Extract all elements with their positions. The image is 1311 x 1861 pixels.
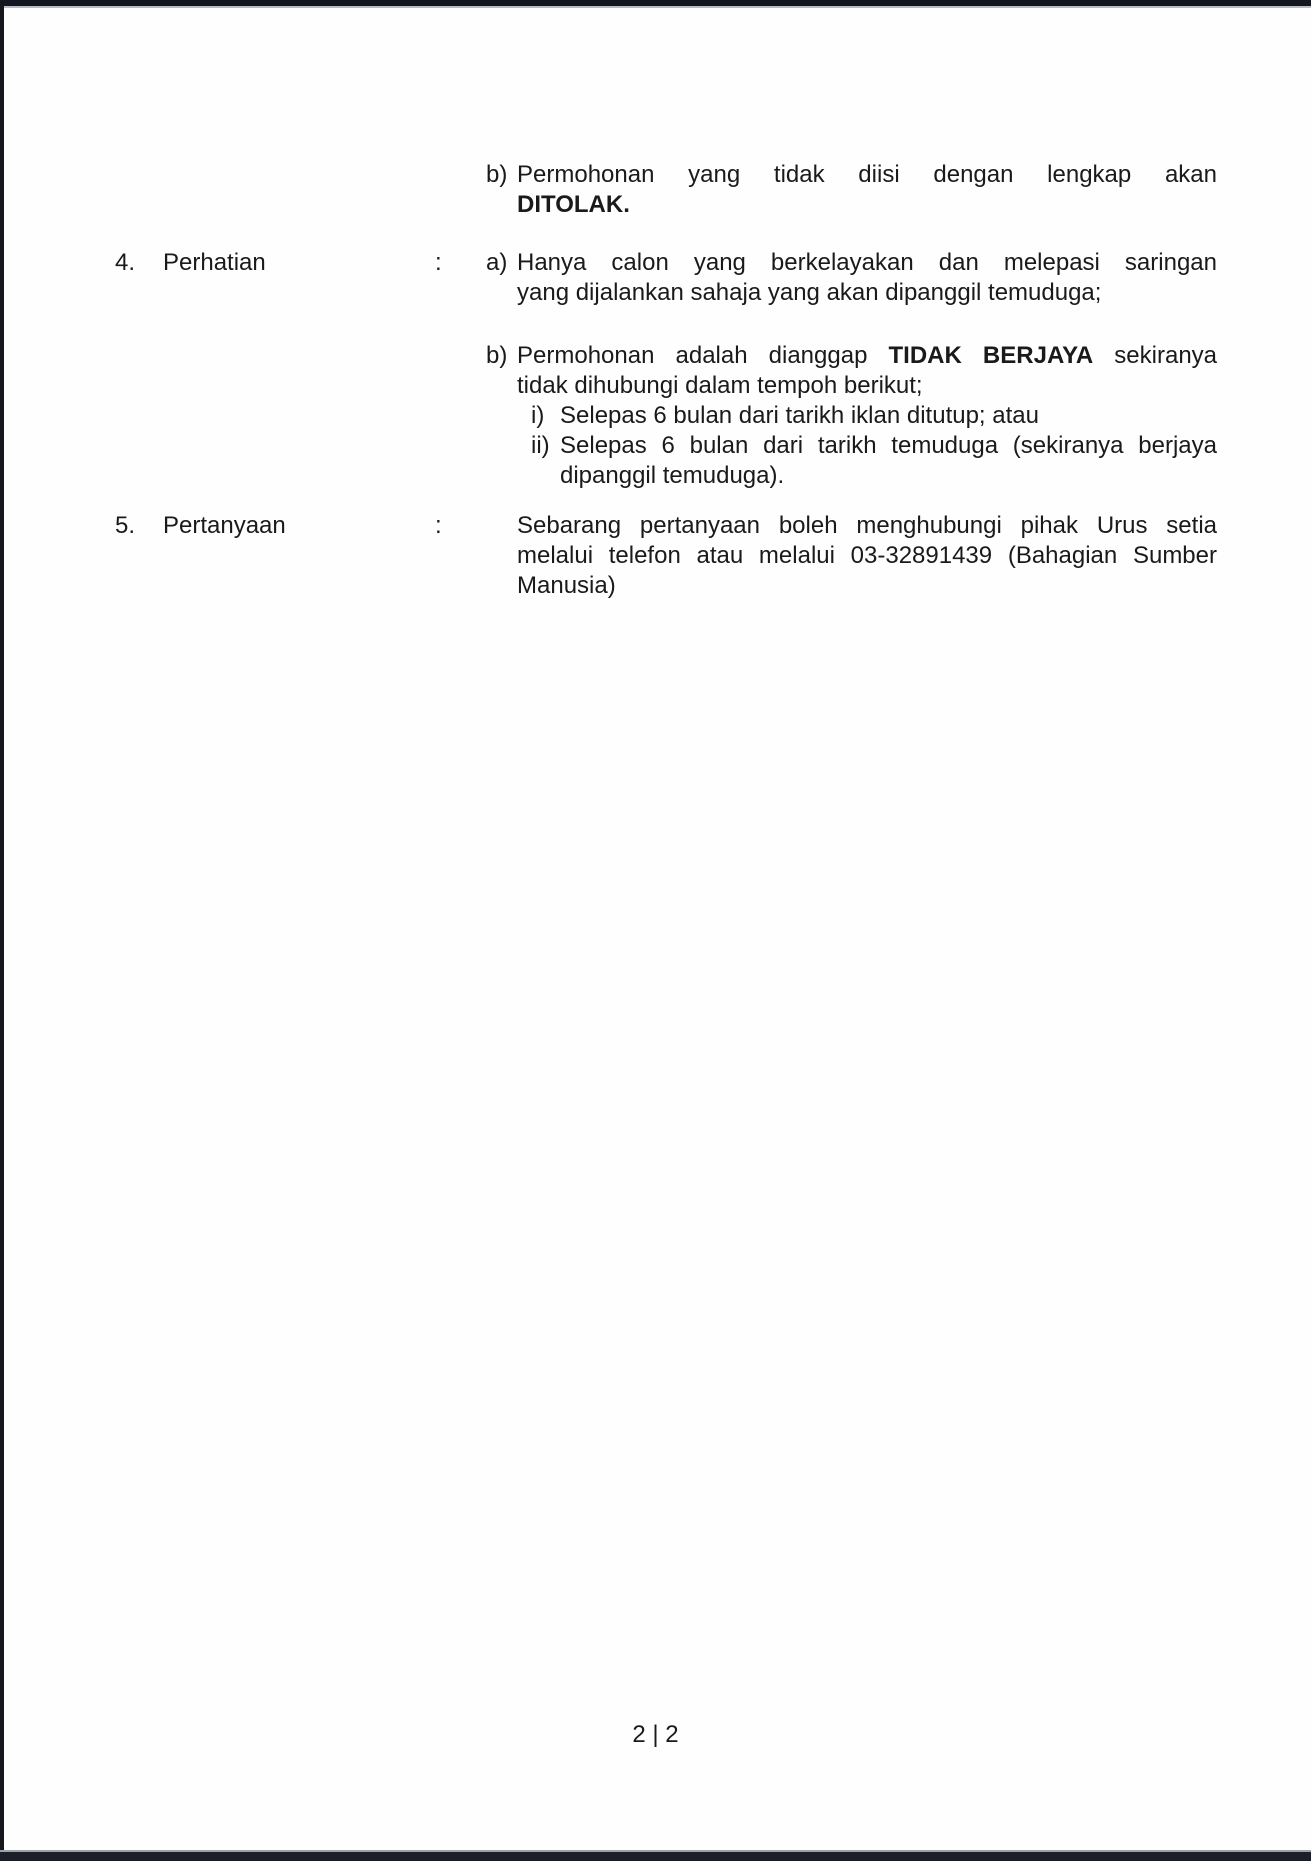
item5-colon: : bbox=[435, 512, 442, 539]
item5-number: 5. bbox=[115, 512, 136, 539]
paragraph-body bbox=[517, 341, 1217, 491]
list-marker-b: b) bbox=[486, 342, 508, 369]
roman-item-i bbox=[531, 401, 1217, 431]
roman-marker-i: i) bbox=[531, 402, 545, 429]
item4-sub-a-paragraph bbox=[486, 248, 1217, 308]
text-run: Permohonan adalah dianggap bbox=[517, 342, 889, 369]
paragraph-line: Selepas 6 bulan dari tarikh temuduga (sekiranya berjaya bbox=[560, 432, 1217, 459]
paragraph-line: Hanya calon yang berkelayakan dan melepasi saringan bbox=[517, 249, 1217, 276]
item5-paragraph bbox=[517, 511, 1217, 601]
list-marker-b: b) bbox=[486, 161, 508, 188]
paragraph-line: Manusia) bbox=[517, 572, 616, 599]
paragraph-line: yang dijalankan sahaja yang akan dipanggil temuduga; bbox=[517, 279, 1102, 306]
tidak-berjaya-bold-text: TIDAK BERJAYA bbox=[888, 342, 1094, 369]
paragraph-line-bold bbox=[517, 190, 1217, 220]
scan-edge-bottom bbox=[0, 1852, 1311, 1861]
item4-sub-b-paragraph bbox=[486, 341, 1217, 491]
item5-label: Pertanyaan bbox=[163, 512, 286, 539]
paragraph-line: Sebarang pertanyaan boleh menghubungi pihak Urus setia bbox=[517, 512, 1217, 539]
scan-edge-top-shadow bbox=[0, 6, 1311, 8]
paragraph-line: Permohonan yang tidak diisi dengan lengkap akan bbox=[517, 161, 1217, 188]
list-marker-a: a) bbox=[486, 249, 508, 276]
item4-colon: : bbox=[435, 249, 442, 276]
page-number: 2 | 2 bbox=[632, 1721, 679, 1748]
paragraph-body bbox=[517, 160, 1217, 220]
intro-item-b-paragraph bbox=[486, 160, 1217, 220]
paragraph-line: tidak dihubungi dalam tempoh berikut; bbox=[517, 372, 923, 399]
paragraph-line: melalui telefon atau melalui 03-32891439 (Bahagian Sumber bbox=[517, 542, 1217, 569]
paragraph-body bbox=[517, 248, 1217, 308]
item4-label: Perhatian bbox=[163, 249, 266, 276]
roman-item-ii bbox=[531, 431, 1217, 491]
roman-marker-ii: ii) bbox=[531, 432, 550, 459]
scan-edge-left bbox=[0, 0, 4, 1861]
paragraph-line-mixed bbox=[517, 341, 1217, 371]
text-run: sekiranya bbox=[1093, 342, 1218, 369]
roman-body bbox=[560, 401, 1217, 431]
paragraph-line: dipanggil temuduga). bbox=[560, 462, 785, 489]
ditolak-bold-text: DITOLAK. bbox=[517, 191, 630, 218]
roman-body bbox=[560, 431, 1217, 491]
paragraph-line: Selepas 6 bulan dari tarikh iklan ditutup; atau bbox=[560, 402, 1039, 429]
item4-number: 4. bbox=[115, 249, 136, 276]
